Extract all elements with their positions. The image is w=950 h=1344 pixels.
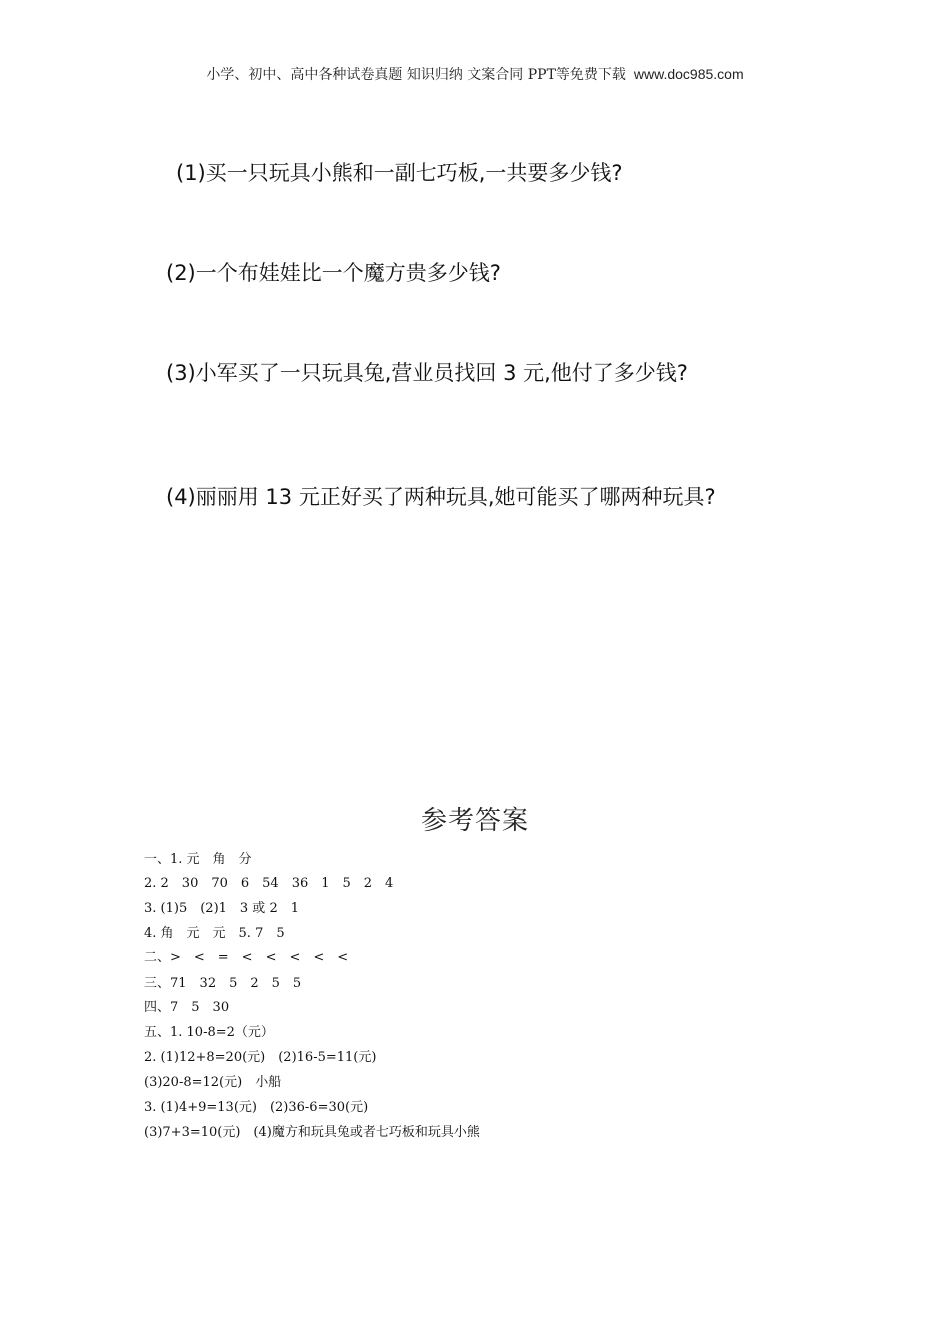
- answer-line: 二、> < = < < < < <: [144, 950, 349, 965]
- header-site: www.doc985.com: [633, 66, 744, 82]
- question-1: (1)买一只玩具小熊和一副七巧板,一共要多少钱?: [176, 161, 623, 185]
- answer-line: 2. (1)12+8=20(元) (2)16-5=11(元): [144, 1050, 377, 1065]
- answer-line: 三、71 32 5 2 5 5: [144, 976, 302, 991]
- answer-line: 2. 2 30 70 6 54 36 1 5 2 4: [144, 876, 394, 891]
- question-2: (2)一个布娃娃比一个魔方贵多少钱?: [166, 261, 501, 285]
- answer-line: 3. (1)4+9=13(元) (2)36-6=30(元): [144, 1100, 369, 1115]
- header-text: 小学、初中、高中各种试卷真题 知识归纳 文案合同 PPT等免费下载: [206, 67, 626, 83]
- answer-line: (3)7+3=10(元) (4)魔方和玩具兔或者七巧板和玩具小熊: [144, 1125, 480, 1140]
- answer-line: 4. 角 元 元 5. 7 5: [144, 926, 285, 941]
- answer-line: (3)20-8=12(元) 小船: [144, 1075, 282, 1090]
- page-header: [0, 64, 950, 84]
- answer-line: 3. (1)5 (2)1 3 或 2 1: [144, 901, 299, 916]
- answer-line: 五、1. 10-8=2（元）: [144, 1025, 274, 1040]
- answers-title: 参考答案: [420, 806, 529, 836]
- question-4: (4)丽丽用 13 元正好买了两种玩具,她可能买了哪两种玩具?: [166, 485, 716, 509]
- question-3: (3)小军买了一只玩具兔,营业员找回 3 元,他付了多少钱?: [166, 361, 688, 385]
- answer-line: 四、7 5 30: [144, 1000, 230, 1015]
- answer-line: 一、1. 元 角 分: [144, 852, 252, 867]
